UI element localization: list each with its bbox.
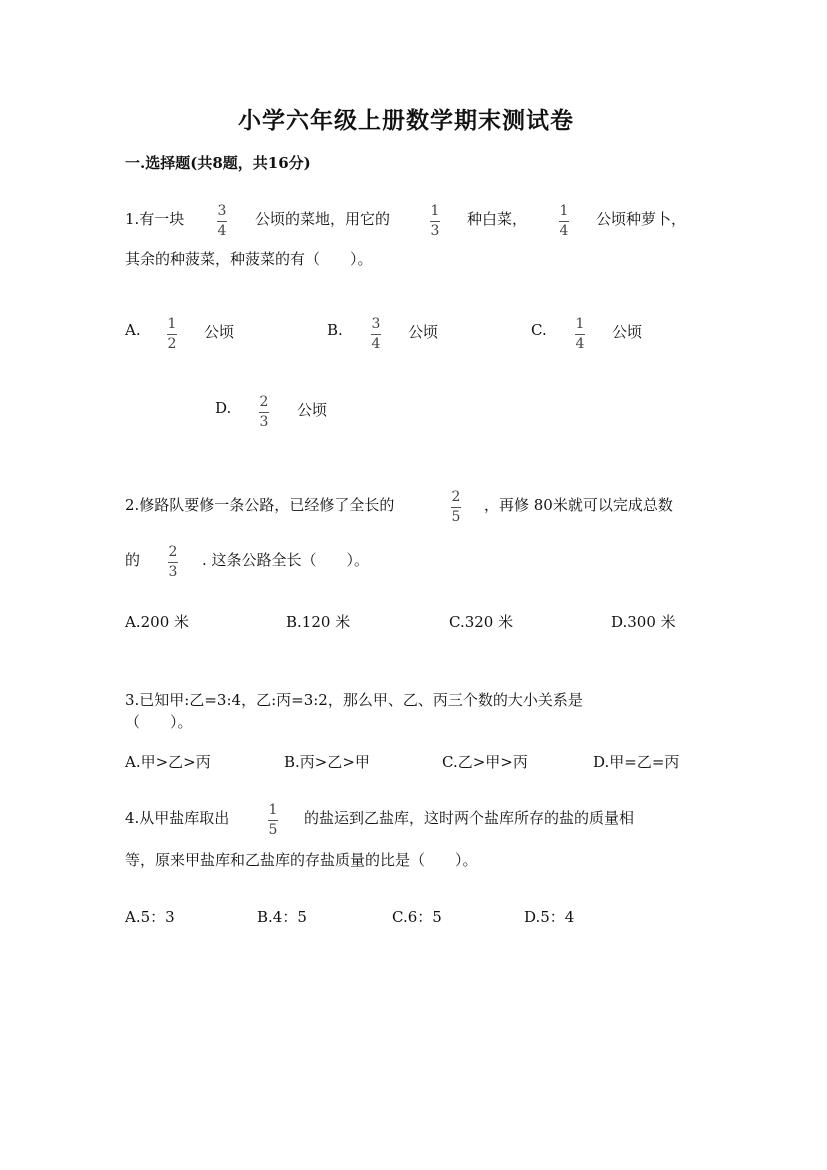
- q2-text-2: ，再修 80米就可以完成总数: [484, 496, 673, 514]
- q2-option-b: B.120 米: [286, 613, 351, 631]
- numerator: 2: [451, 489, 461, 505]
- numerator: 2: [259, 394, 269, 410]
- q1-text-1: 1.有一块: [125, 210, 185, 228]
- page-title: 小学六年级上册数学期末测试卷: [238, 107, 574, 134]
- q1-option-d-fraction: [256, 394, 272, 430]
- numerator: 3: [371, 316, 381, 332]
- q1-option-c-fraction: [572, 316, 588, 352]
- q4-option-b: B.4：5: [257, 908, 307, 926]
- q1-fraction-1: [214, 203, 230, 239]
- section-heading: 一.选择题(共8题，共16分): [125, 154, 311, 172]
- q1-option-d-label: D.: [215, 399, 232, 417]
- q3-option-a: A.甲>乙>丙: [125, 753, 211, 771]
- q1-option-a-label: A.: [125, 321, 141, 339]
- numerator: 1: [559, 203, 569, 219]
- q4-fraction-1: [265, 802, 281, 838]
- q2-fraction-1: [448, 489, 464, 525]
- denominator: 4: [559, 223, 569, 239]
- numerator: 2: [168, 544, 178, 560]
- q1-option-a-unit: 公顷: [204, 323, 235, 341]
- q1-text-2: 公顷的菜地，用它的: [255, 210, 391, 228]
- q1-option-b-label: B.: [327, 321, 343, 339]
- q1-option-b-fraction: [368, 316, 384, 352]
- denominator: 4: [371, 336, 381, 352]
- q1-fraction-2: [427, 203, 443, 239]
- q2-option-c: C.320 米: [449, 613, 514, 631]
- q3-text-line1: 3.已知甲:乙=3:4，乙:丙=3:2，那么甲、乙、丙三个数的大小关系是: [125, 691, 583, 709]
- denominator: 3: [259, 414, 269, 430]
- denominator: 5: [268, 822, 278, 838]
- denominator: 5: [451, 509, 461, 525]
- q1-text-4: 公顷种萝卜，: [596, 210, 687, 228]
- numerator: 1: [575, 316, 585, 332]
- q3-option-d: D.甲=乙=丙: [593, 753, 680, 771]
- denominator: 4: [575, 336, 585, 352]
- q2-fraction-2: [165, 544, 181, 580]
- q4-text-1: 4.从甲盐库取出: [125, 809, 230, 827]
- q4-option-c: C.6：5: [392, 908, 442, 926]
- denominator: 3: [430, 223, 440, 239]
- q1-option-a-fraction: [164, 316, 180, 352]
- q3-text-line2: （ ）。: [125, 713, 193, 731]
- q2-text-3: 的: [125, 551, 141, 569]
- q3-option-c: C.乙>甲>丙: [442, 753, 528, 771]
- numerator: 1: [167, 316, 177, 332]
- q4-option-a: A.5：3: [125, 908, 175, 926]
- q1-option-d-unit: 公顷: [297, 401, 328, 419]
- q1-option-b-unit: 公顷: [408, 323, 439, 341]
- q1-option-c-label: C.: [531, 321, 547, 339]
- q2-option-d: D.300 米: [611, 613, 676, 631]
- numerator: 1: [268, 802, 278, 818]
- q1-fraction-3: [556, 203, 572, 239]
- q2-text-1: 2.修路队要修一条公路，已经修了全长的: [125, 496, 395, 514]
- q1-option-c-unit: 公顷: [612, 323, 643, 341]
- numerator: 3: [217, 203, 227, 219]
- denominator: 2: [167, 336, 177, 352]
- q4-text-line2: 等，原来甲盐库和乙盐库的存盐质量的比是（ ）。: [125, 851, 478, 869]
- q2-option-a: A.200 米: [125, 613, 189, 631]
- q4-option-d: D.5：4: [524, 908, 575, 926]
- q3-option-b: B.丙>乙>甲: [284, 753, 370, 771]
- numerator: 1: [430, 203, 440, 219]
- denominator: 3: [168, 564, 178, 580]
- q2-text-4: . 这条公路全长（ ）。: [202, 551, 370, 569]
- denominator: 4: [217, 223, 227, 239]
- q4-text-2: 的盐运到乙盐库，这时两个盐库所存的盐的质量相: [304, 809, 635, 827]
- q1-text-line2: 其余的种菠菜，种菠菜的有（ ）。: [125, 250, 373, 268]
- q1-text-3: 种白菜，: [467, 210, 528, 228]
